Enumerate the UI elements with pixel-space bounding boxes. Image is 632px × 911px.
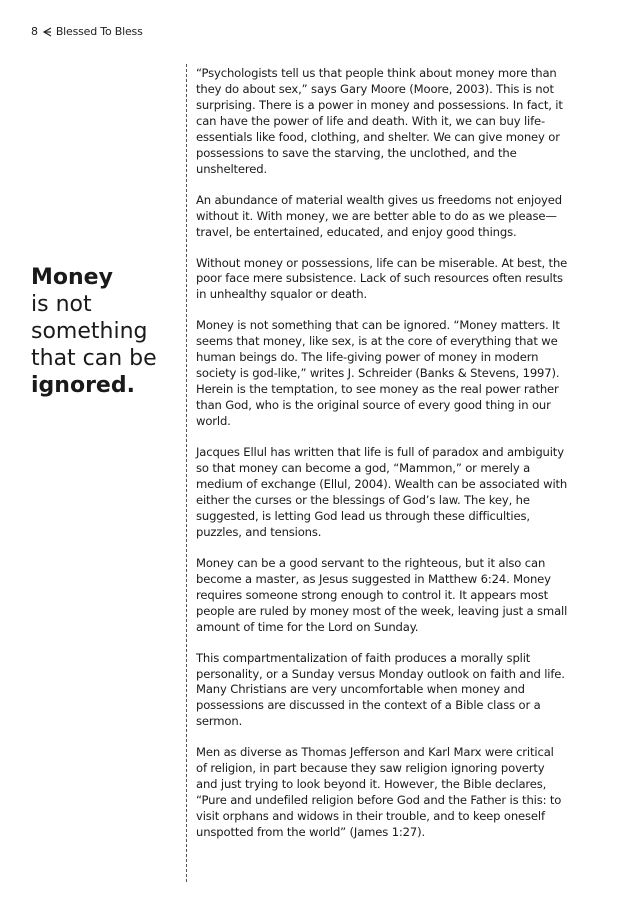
running-header xyxy=(31,25,143,38)
paragraph: “Psychologists tell us that people think about money more than they do about sex,” says Gary Moore (Moore, 2003). This is not surprising. There is a power in money and possessions. In fact, it can have the power of life and death. With it, we can buy life-essentials like food, clothing, and shelter. We can give money or possessions to save the starving, the unclothed, and the unsheltered. xyxy=(196,66,563,176)
paragraph: Men as diverse as Thomas Jefferson and Karl Marx were critical of religion, in part because they saw religion ignoring poverty and just trying to look beyond it. However, the Bible declares, “Pure and undefiled religion before God and the Father is this: to visit orphans and widows in their trouble, and to keep oneself unspotted from the world” (James 1:27). xyxy=(196,745,562,840)
page-number: 8 xyxy=(31,25,38,38)
pull-quote-line: something xyxy=(31,319,148,344)
pull-quote-line: that can be xyxy=(31,346,157,371)
paragraph: Jacques Ellul has written that life is full of paradox and ambiguity so that money can become a god, “Mammon,” or merely a medium of exchange (Ellul, 2004). Wealth can be associated with either the curses or the blessings of God’s law. The key, he suggested, is letting God lead us through these difficulties, puzzles, and tensions. xyxy=(196,445,568,539)
pull-quote-line: is not xyxy=(31,292,92,317)
paragraph: Without money or possessions, life can be miserable. At best, the poor face mere subsistence. Lack of such resources often results in unhealthy squalor or death. xyxy=(196,255,568,302)
paragraph: An abundance of material wealth gives us freedoms not enjoyed without it. With money, we are better able to do as we please— travel, be entertained, educated, and enjoy good things. xyxy=(196,192,562,239)
pull-quote-line: Money xyxy=(31,265,113,290)
pull-quote xyxy=(31,264,171,399)
column-divider xyxy=(186,64,187,882)
book-title: Blessed To Bless xyxy=(55,25,143,38)
pull-quote-line: ignored. xyxy=(31,373,135,398)
paragraph: Money is not something that can be ignored. “Money matters. It seems that money, like sex, is at the core of everything that we human beings do. The life-giving power of money in modern society is god-like,” writes J. Schreider (Banks & Stevens, 1997). Herein is the temptation, to see money as the real power rather than God, who is the original source of every good thing in our world. xyxy=(196,318,560,429)
paragraph: This compartmentalization of faith produces a morally split personality, or a Sunday versus Monday outlook on faith and life. Many Christians are very uncomfortable when money and possessions are discussed in the context of a Bible class or a sermon. xyxy=(196,650,565,729)
paragraph: Money can be a good servant to the righteous, but it also can become a master, as Jesus suggested in Matthew 6:24. Money requires someone strong enough to control it. It appears most people are ruled by money most of the week, leaving just a small amount of time for the Lord on Sunday. xyxy=(196,555,568,634)
arrow-left-icon xyxy=(42,27,52,37)
body-text xyxy=(196,66,568,856)
